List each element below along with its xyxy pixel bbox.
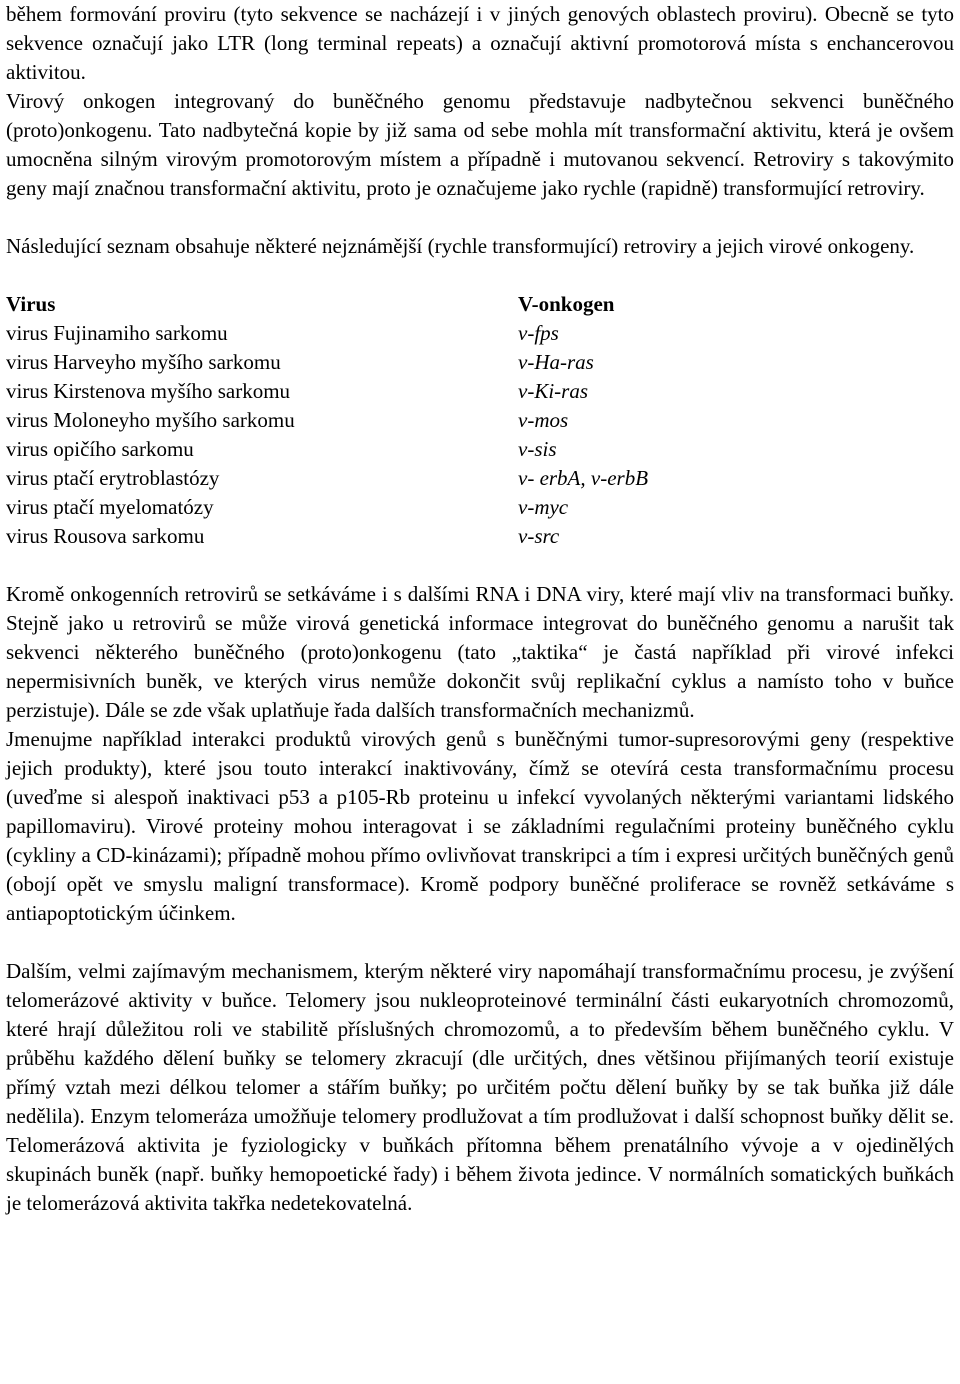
intro-paragraph-2: Virový onkogen integrovaný do buněčného genomu představuje nadbytečnou sekvenci buněčného (proto)onkogenu. Tato nadbytečná kopie by již sama od sebe mohla mít transformační aktivitu, která je ovšem umocněna silným virovým promotorovým místem a případně i mutovanou sekvencí. Retroviry s takovýmito geny mají značnou transformační aktivitu, proto je označujeme jako rychle (rapidně) transformující retroviry.	[6, 89, 954, 200]
intro-paragraph-1: během formování proviru (tyto sekvence se nacházejí i v jiných genových oblastech proviru). Obecně se tyto sekvence označují jako LTR (long terminal repeats) a označují aktivní promotorová místa s enchancerovou aktivitou.	[6, 2, 954, 84]
table-header-virus: Virus	[6, 292, 56, 316]
table-cell-virus: virus Kirstenova myšího sarkomu	[6, 379, 291, 403]
table-cell-virus: virus Fujinamiho sarkomu	[6, 321, 228, 345]
table-cell-onkogen: v-myc	[518, 495, 569, 519]
table-cell-onkogen: v-src	[518, 524, 560, 548]
table-header-onkogen: V-onkogen	[518, 292, 615, 316]
table-cell-virus: virus Rousova sarkomu	[6, 524, 205, 548]
body-paragraph-1: Kromě onkogenních retrovirů se setkáváme i s dalšími RNA i DNA viry, které mají vliv na transformaci buňky. Stejně jako u retrovirů se může virová genetická informace integrovat do buněčného genomu a narušit tak sekvenci některého buněčného (proto)onkogenu (tato „taktika“ je častá například při virové infekci nepermisivních buněk, ve kterých virus nemůže dokončit svůj replikační cyklus a namísto toho v buňce perzistuje). Dále se zde však uplatňuje řada dalších transformačních mechanizmů.	[6, 582, 954, 722]
virus-oncogene-table	[6, 290, 954, 551]
body-paragraph-3: Dalším, velmi zajímavým mechanismem, kterým některé viry napomáhají transformačnímu procesu, je zvýšení telomerázové aktivity v buňce. Telomery jsou nukleoproteinové terminální části eukaryotních chromozomů, které hrají důležitou roli ve stabilitě příslušných chromozomů, a to především během buněčného cyklu. V průběhu každého dělení buňky se telomery zkracují (dle určitých, dnes většinou přijímaných teorií existuje přímý vztah mezi délkou telomer a stářím buňky; po určitém počtu dělení buňky by se tak buňka již dále nedělila). Enzym telomeráza umožňuje telomery prodlužovat a tím prodlužovat i další schopnost buňky dělit se. Telomerázová aktivita je fyziologicky v buňkách přítomna během prenatálního vývoje a v ojedinělých skupinách buněk (např. buňky hemopoetické řady) i během života jedince. V normálních somatických buňkách je telomerázová aktivita takřka nedetekovatelná.	[6, 959, 954, 1215]
table-cell-onkogen: v-sis	[518, 437, 557, 461]
table-cell-virus: virus ptačí erytroblastózy	[6, 466, 220, 490]
table-cell-onkogen: v-fps	[518, 321, 559, 345]
spacer	[6, 551, 954, 580]
table-cell-onkogen: v-Ha-ras	[518, 350, 594, 374]
spacer	[6, 261, 954, 290]
table-cell-virus: virus ptačí myelomatózy	[6, 495, 214, 519]
table-cell-virus: virus Harveyho myšího sarkomu	[6, 350, 281, 374]
body-paragraph-2: Jmenujme například interakci produktů virových genů s buněčnými tumor-supresorovými geny (respektive jejich produkty), které jsou touto interakcí inaktivovány, čímž se otevírá cesta transformačnímu procesu (uveďme si alespoň inaktivaci p53 a p105-Rb proteinu u infekcí vyvolaných některými variantami lidského papillomaviru). Virové proteiny mohou interagovat i se základními regulačními proteiny buněčného cyklu (cykliny a CD-kinázami); případně mohou přímo ovlivňovat transkripci a tím i expresi určitých buněčných genů (obojí opět ve smyslu maligní transformace). Kromě podpory buněčné proliferace se rovněž setkáváme s antiapoptotickým účinkem.	[6, 727, 954, 925]
spacer	[6, 203, 954, 232]
table-cell-onkogen: v- erbA, v-erbB	[518, 466, 649, 490]
table-cell-virus: virus opičího sarkomu	[6, 437, 194, 461]
table-cell-onkogen: v-mos	[518, 408, 569, 432]
list-intro-paragraph: Následující seznam obsahuje některé nejznámější (rychle transformující) retroviry a jejich virové onkogeny.	[6, 234, 915, 258]
table-cell-onkogen: v-Ki-ras	[518, 379, 588, 403]
table-cell-virus: virus Moloneyho myšího sarkomu	[6, 408, 295, 432]
spacer	[6, 928, 954, 957]
